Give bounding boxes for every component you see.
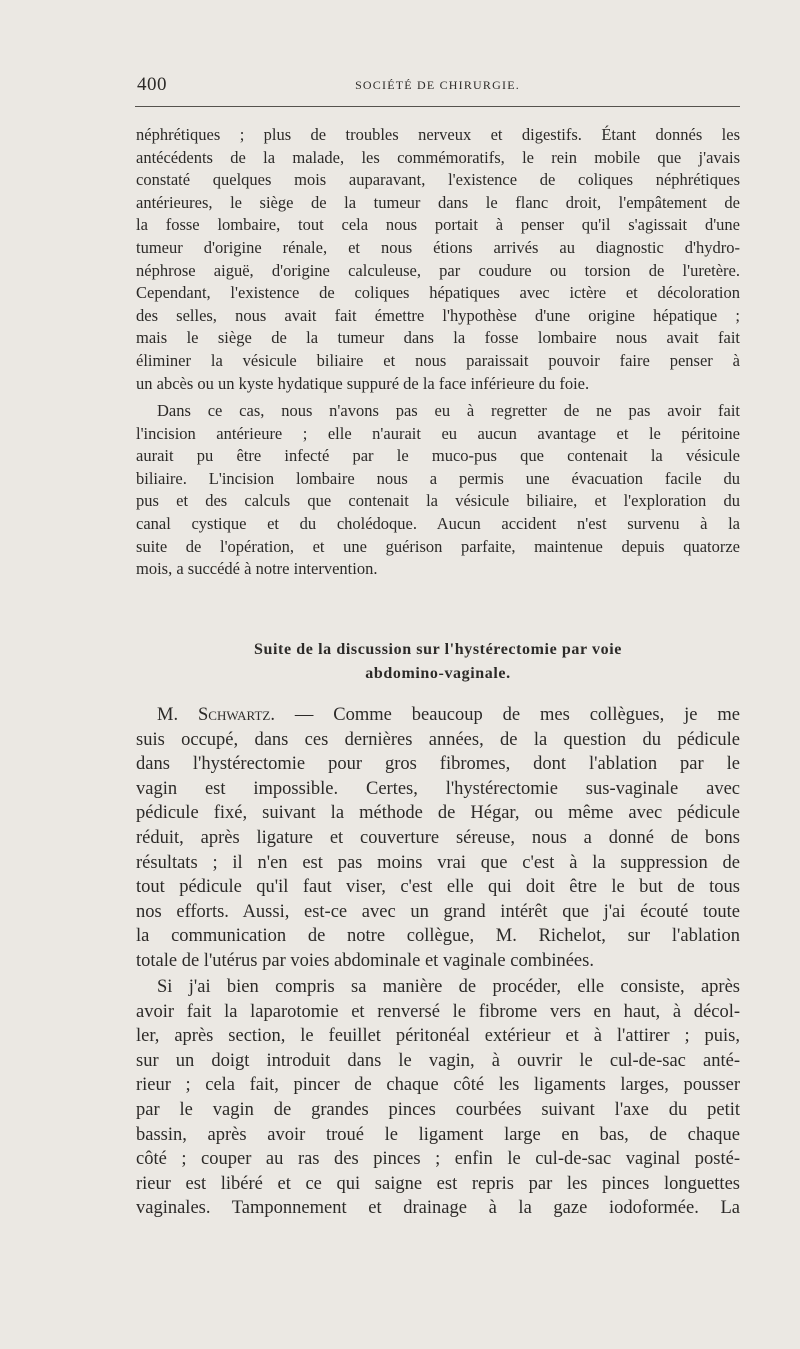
text-line: mois, a succédé à notre intervention. (136, 559, 378, 579)
section-heading (136, 638, 740, 686)
text-line: Si j'ai bien compris sa manière de procéder, elle consiste, après (157, 977, 740, 997)
text-line: constaté quelques mois auparavant, l'existence de coliques néphrétiques (136, 170, 740, 190)
running-title: SOCIÉTÉ DE CHIRURGIE. (355, 78, 520, 92)
page-number: 400 (137, 74, 167, 95)
text-line: sur un doigt introduit dans le vagin, à ouvrir le cul-de-sac anté- (136, 1050, 740, 1071)
text-line: par le vagin de grandes pinces courbées suivant l'axe du petit (136, 1099, 740, 1120)
section-heading-line: abdomino-vaginale. (365, 665, 511, 682)
paragraph-2 (136, 400, 740, 581)
text-line: Cependant, l'existence de coliques hépatiques avec ictère et décoloration (136, 283, 740, 303)
text-line: mais le siège de la tumeur dans la fosse lombaire nous avait fait (136, 328, 740, 348)
text-line: l'incision antérieure ; elle n'aurait eu aucun avantage et le péritoine (136, 423, 740, 443)
text-fragment: — Comme beaucoup de mes collègues, je me (274, 705, 740, 725)
text-line: côté ; couper au ras des pinces ; enfin le cul-de-sac vaginal posté- (136, 1149, 740, 1170)
text-line: vagin est impossible. Certes, l'hystérectomie sus-vaginale avec (136, 778, 740, 799)
text-line: suite de l'opération, et une guérison parfaite, maintenue depuis quatorze (136, 536, 740, 556)
text-line: néphrose aiguë, d'origine calculeuse, par coudure ou torsion de l'uretère. (136, 260, 740, 280)
text-line: des selles, nous avait fait émettre l'hypothèse d'une origine hépatique ; (136, 305, 740, 325)
text-line: la communication de notre collègue, M. Richelot, sur l'ablation (136, 926, 740, 947)
paragraph-3 (136, 703, 740, 974)
text-line: bassin, après avoir troué le ligament large en bas, de chaque (136, 1124, 740, 1145)
section-heading-line: Suite de la discussion sur l'hystérectomie par voie (254, 641, 622, 658)
text-line: Dans ce cas, nous n'avons pas eu à regretter de ne pas avoir fait (157, 401, 740, 420)
text-line: totale de l'utérus par voies abdominale et vaginale combinées. (136, 950, 594, 971)
text-line: la fosse lombaire, tout cela nous portait à penser qu'il s'agissait d'une (136, 215, 740, 235)
text-line: éliminer la vésicule biliaire et nous paraissait pouvoir faire penser à (136, 350, 740, 370)
page-header (135, 72, 740, 102)
text-line: avoir fait la laparotomie et renversé le fibrome vers en haut, à décol- (136, 1001, 740, 1022)
text-line: suis occupé, dans ces dernières années, de la question du pédicule (136, 729, 740, 750)
paragraph-4 (136, 975, 740, 1221)
text-line: aurait pu être infecté par le muco-pus que contenait la vésicule (136, 446, 740, 466)
text-line: réduit, après ligature et couverture séreuse, nous a donné de bons (136, 827, 740, 848)
text-line: biliaire. L'incision lombaire nous a permis une évacuation facile du (136, 468, 740, 488)
text-line (136, 703, 740, 728)
text-line: rieur ; cela fait, pincer de chaque côté les ligaments larges, pousser (136, 1075, 740, 1096)
text-line: pus et des calculs que contenait la vésicule biliaire, et l'exploration du (136, 491, 740, 511)
text-line: antérieures, le siège de la tumeur dans le flanc droit, l'empâtement de (136, 192, 740, 212)
text-line: un abcès ou un kyste hydatique suppuré de la face inférieure du foie. (136, 373, 590, 393)
text-line: néphrétiques ; plus de troubles nerveux et digestifs. Étant donnés les (136, 125, 740, 144)
text-line: dans l'hystérectomie pour gros fibromes, dont l'ablation par le (136, 754, 740, 775)
text-line: ler, après section, le feuillet péritonéal extérieur et à l'attirer ; puis, (136, 1026, 740, 1047)
text-line: rieur est libéré et ce qui saigne est repris par les pinces longuettes (136, 1173, 740, 1194)
paragraph-1 (136, 124, 740, 395)
text-line: canal cystique et du cholédoque. Aucun accident n'est survenu à la (136, 513, 740, 533)
text-line: résultats ; il n'en est pas moins vrai que c'est à la suppression de (136, 852, 740, 873)
speaker-name: M. Schwartz. (157, 705, 275, 725)
text-line: tumeur d'origine rénale, et nous étions arrivés au diagnostic d'hydro- (136, 237, 740, 257)
text-line: antécédents de la malade, les commémoratifs, le rein mobile que j'avais (136, 147, 740, 167)
text-line: pédicule fixé, suivant la méthode de Hégar, ou même avec pédicule (136, 803, 740, 824)
text-line: nos efforts. Aussi, est-ce avec un grand intérêt que j'ai écouté toute (136, 901, 740, 922)
header-rule (135, 106, 740, 107)
text-line: tout pédicule qu'il faut viser, c'est elle qui doit être le but de tous (136, 877, 740, 898)
text-line: vaginales. Tamponnement et drainage à la gaze iodoformée. La (136, 1198, 740, 1219)
